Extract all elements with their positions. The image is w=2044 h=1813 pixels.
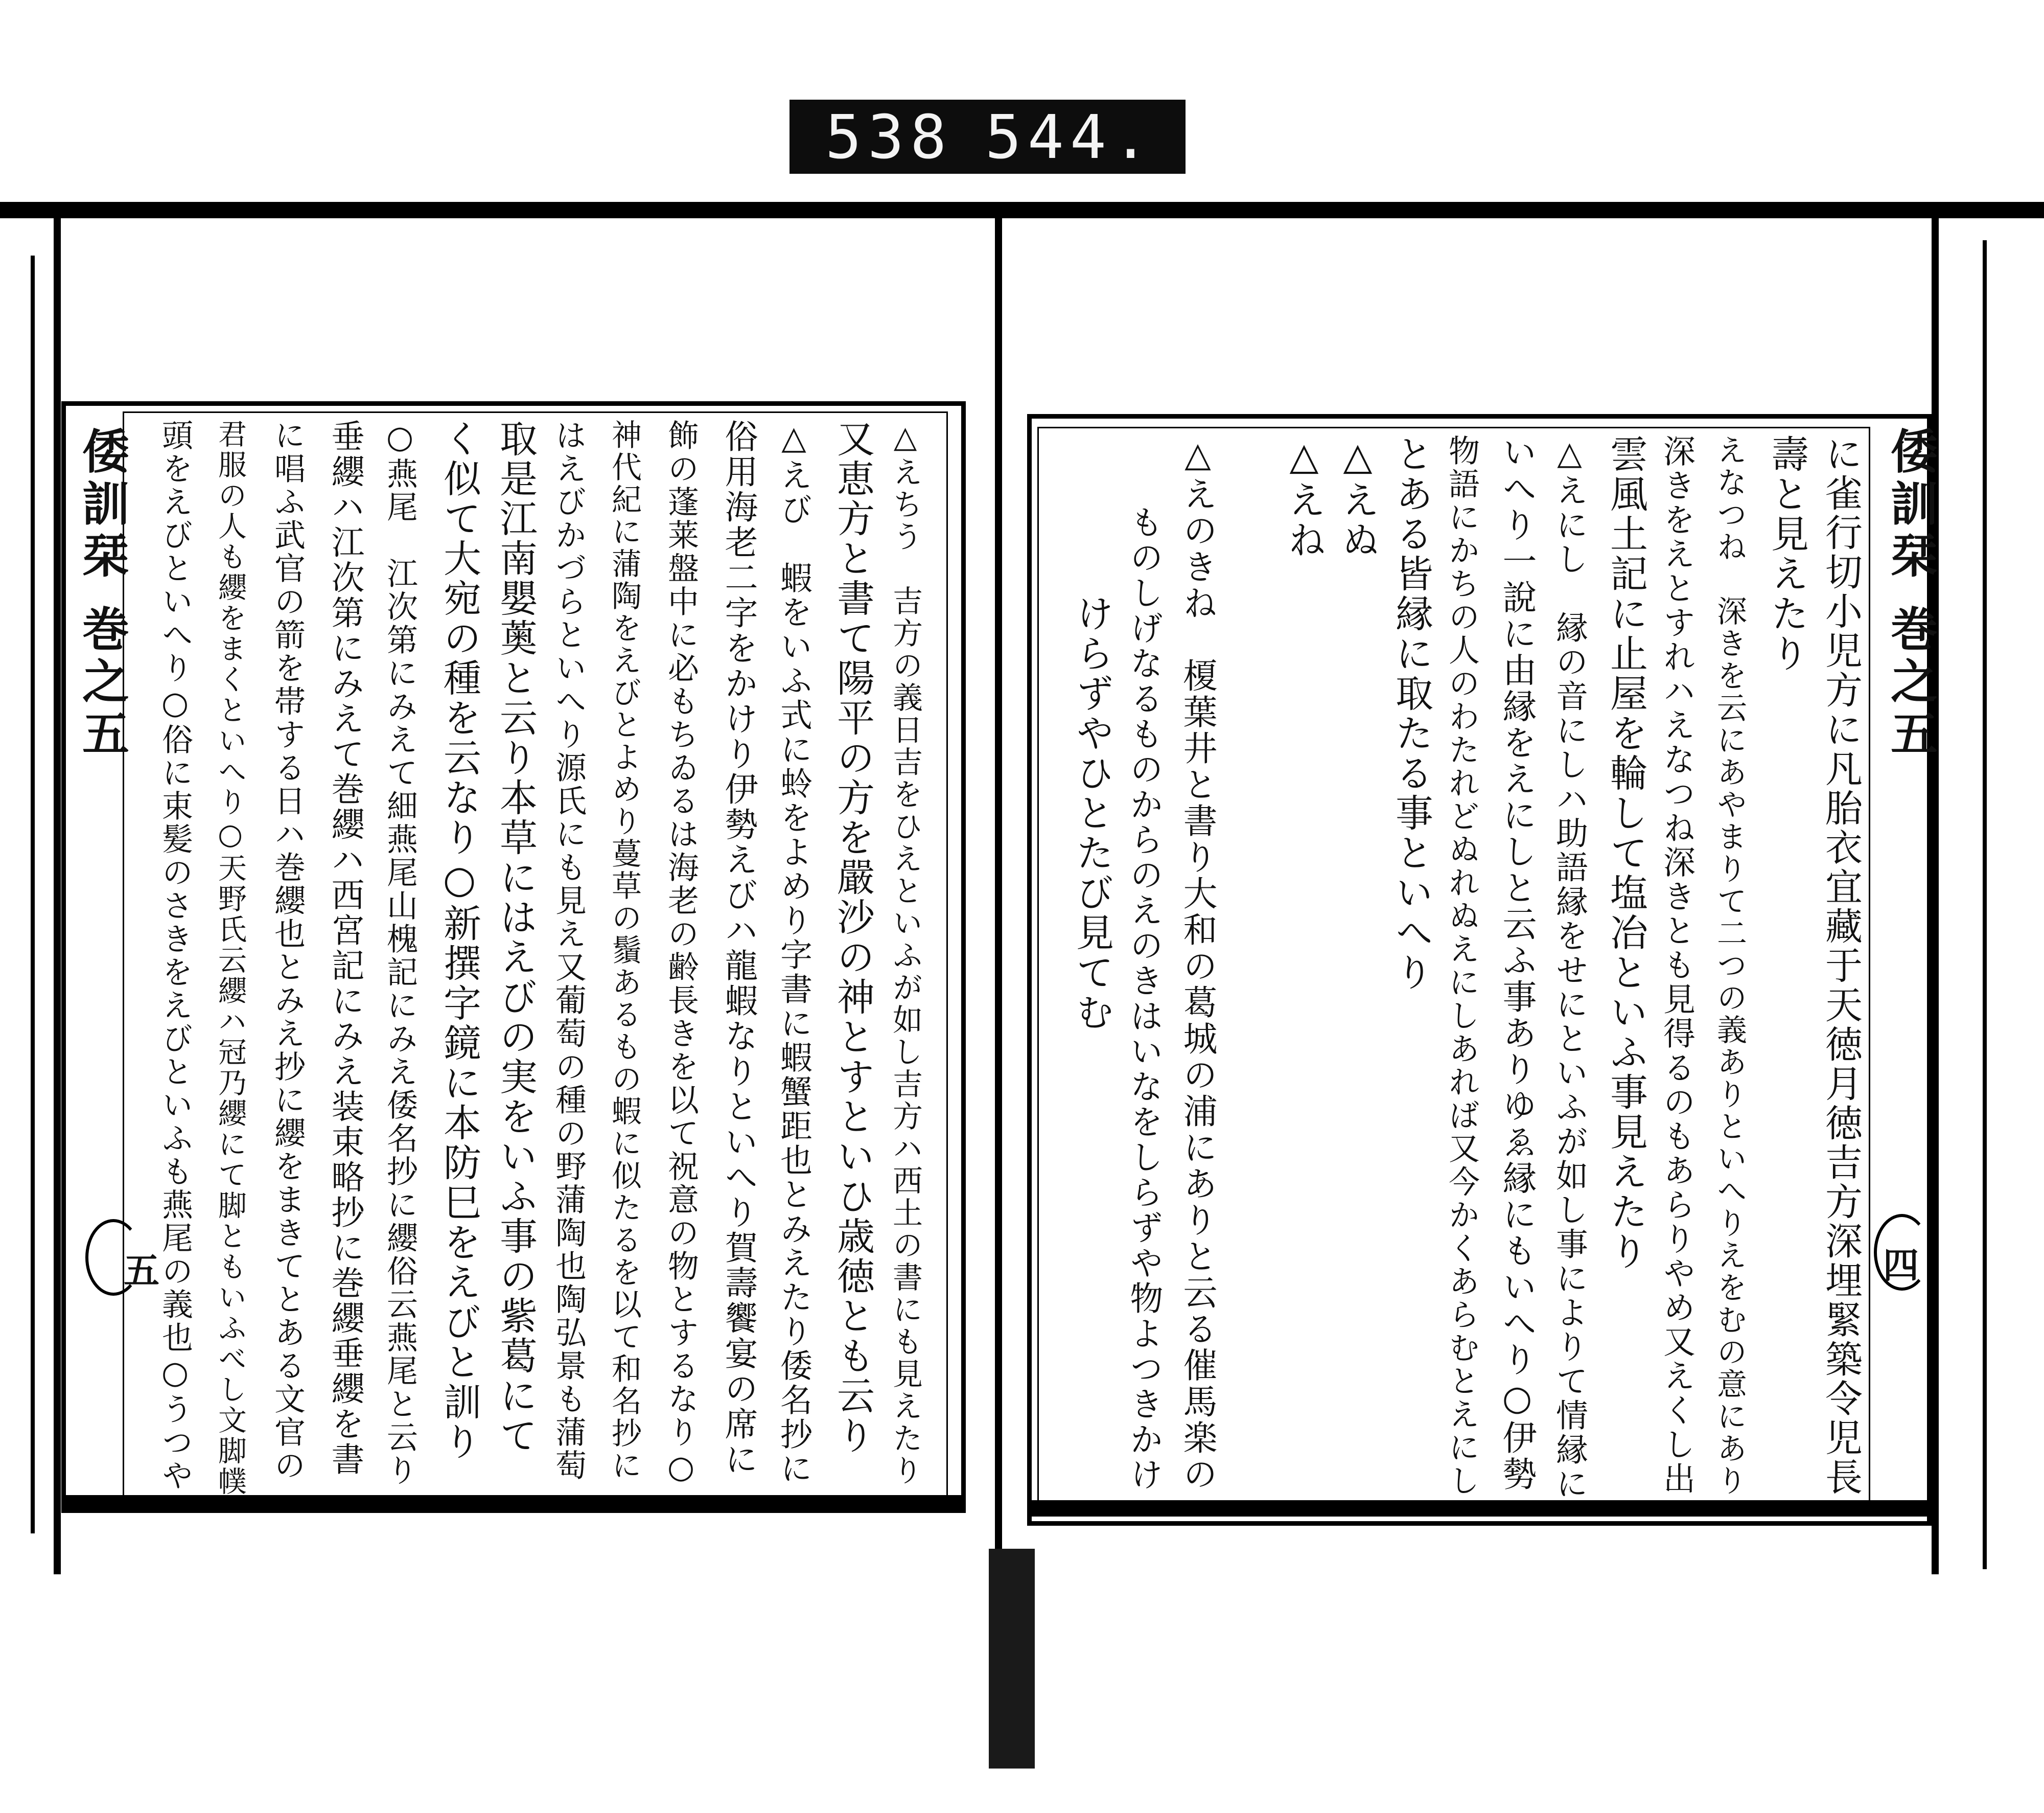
book-spine	[995, 215, 1002, 1564]
right-folio-number: 四	[1883, 1244, 1919, 1287]
right-page-bottom-rule	[1027, 1500, 1932, 1517]
left-line-11: 垂纓ハ江次第にみえて巻纓ハ西宮記にみえ装束略抄に巻纓垂纓を書	[326, 419, 364, 1477]
left-line-5: 飾の蓬莱盤中に必もちゐるは海老の齢長きを以て祝意の物とするなり○	[663, 419, 699, 1487]
right-cover-edge	[1983, 240, 1987, 1569]
right-line-14: けらずやひとたび見てむ	[1070, 434, 1114, 1032]
archive-number-left: 538	[825, 101, 953, 172]
right-line-5: 雲風土記に止屋を輪して塩冶といふ事見えたり	[1604, 434, 1648, 1272]
archive-number-tag	[789, 100, 1186, 174]
left-line-8: 取是江南嬰薁と云り本草にはえびの実をいふ事の紫葛にて	[494, 419, 538, 1456]
right-line-11: △えね	[1282, 434, 1326, 560]
right-line-4: 深きをえとすれハえなつね深きとも見得るのもあらりやめ又えくし出	[1658, 434, 1695, 1496]
left-line-4: 俗用海老二字をかけり伊勢えびハ龍蝦なりといへり賀壽饗宴の席に	[719, 419, 757, 1477]
right-line-9: とある皆縁に取たる事といへり	[1389, 434, 1433, 993]
right-line-6: △えにし 縁の音にしハ助語縁をせにといふが如し事によりて情縁に	[1551, 434, 1588, 1501]
left-line-12: に唱ふ武官の箭を帯する日ハ巻纓也とみえ抄に纓をまきてとある文官の	[269, 419, 306, 1482]
left-line-7: はえびかづらといへり源氏にも見え又葡萄の種の野蒲陶也陶弘景も蒲萄	[550, 419, 587, 1482]
right-line-2: 壽と見えたり	[1765, 434, 1809, 674]
left-page-edge	[54, 215, 61, 1574]
left-line-2: 又恵方と書て陽平の方を嚴沙の神とすといひ歳徳とも云り	[831, 419, 875, 1456]
right-line-3: えなつね 深きを云にあやまりて二つの義ありといへりえをむの意にあり	[1712, 434, 1747, 1497]
right-margin-title: 倭訓栞 巻之五	[1883, 427, 1938, 762]
left-page-margin-column	[62, 406, 159, 1495]
right-line-13: ものしげなるものからのえのきはいなをしらずや物よつきかけ	[1124, 434, 1163, 1493]
binding-tassel	[989, 1549, 1035, 1769]
archive-number-right: 544.	[985, 101, 1155, 172]
book-top-edge	[0, 202, 2044, 218]
left-line-6: 神代紀に蒲陶をえびとよめり蔓草の鬚あるもの蝦に似たるを以て和名抄に	[607, 419, 642, 1482]
right-line-10: △えぬ	[1336, 434, 1380, 560]
right-page-margin-column	[1873, 417, 1938, 1505]
right-page-edge	[1932, 215, 1939, 1574]
left-cover-edge	[31, 256, 35, 1533]
right-line-7: いへり一說に由縁をえにしと云ふ事ありゆゑ縁にもいへり○伊勢	[1497, 434, 1537, 1493]
left-line-13: 君服の人も纓をまくといへり○天野氏云纓ハ冠乃纓にて脚ともいふべし文脚幞	[214, 419, 247, 1497]
right-line-12: △えのきね 榎葉井と書り大和の葛城の浦にありと云る催馬楽の	[1178, 434, 1218, 1493]
right-line-8: 物語にかちの人のわたれどぬれぬえにしあれば又今かくあらむとえにし	[1444, 434, 1480, 1498]
left-folio-number: 五	[124, 1249, 159, 1292]
left-line-9: く似て大宛の種を云なり○新撰字鏡に本防巳をえびと訓り	[437, 419, 481, 1462]
left-page-bottom-rule	[61, 1495, 966, 1510]
left-line-10: ○燕尾 江次第にみえて細燕尾山槐記にみえ倭名抄に纓俗云燕尾と云り	[382, 419, 418, 1487]
left-margin-title: 倭訓栞 巻之五	[75, 427, 130, 762]
left-line-1: △えちう 吉方の義日吉をひえといふが如し吉方ハ西土の書にも見えたり	[888, 419, 923, 1487]
right-line-1: に雀行切小児方に凡胎衣宜藏于天徳月徳吉方深埋緊築令児長	[1819, 434, 1862, 1497]
left-line-3: △えび 蝦をいふ式に蛉をよめり字書に蝦蟹距也とみえたり倭名抄に	[775, 419, 812, 1486]
left-line-14: 頭をえびといへり○俗に束髪のさきをえびといふも燕尾の義也○うつや	[157, 419, 193, 1493]
